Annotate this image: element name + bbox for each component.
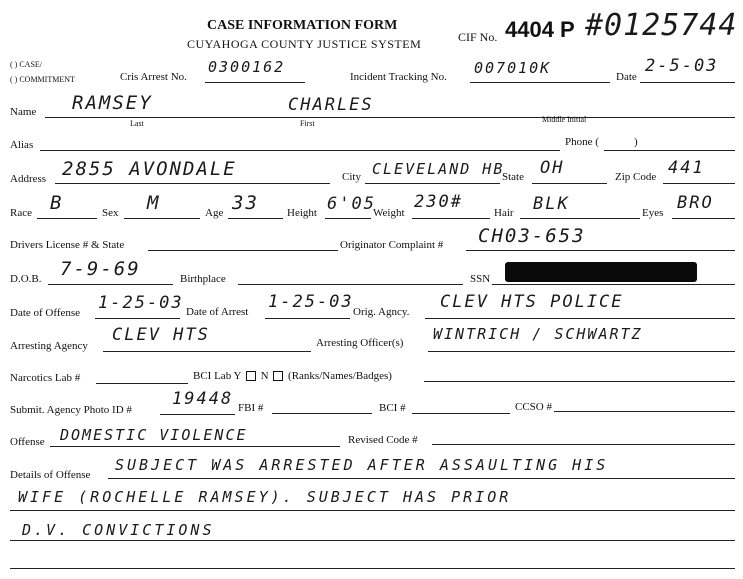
age-label: Age xyxy=(205,207,224,219)
arresting-officers-label: Arresting Officer(s) xyxy=(316,337,404,349)
originator-complaint-value: CH03-653 xyxy=(478,225,586,247)
ccso-label: CCSO # xyxy=(515,401,552,413)
phone-label: Phone ( xyxy=(565,136,599,148)
case-option: ( ) CASE/ xyxy=(10,60,42,69)
height-line xyxy=(325,218,371,219)
alias-line xyxy=(40,150,560,151)
weight-value: 230# xyxy=(414,192,463,212)
date-line xyxy=(640,82,735,83)
fbi-label: FBI # xyxy=(238,402,264,414)
zip-line xyxy=(663,183,735,184)
details-line-2: WIFE (ROCHELLE RAMSEY). SUBJECT HAS PRIOR xyxy=(18,488,512,506)
address-line xyxy=(55,183,330,184)
name-label: Name xyxy=(10,106,37,118)
last-sublabel: Last xyxy=(130,119,144,128)
date-of-arrest-label: Date of Arrest xyxy=(186,306,249,318)
city-label: City xyxy=(342,171,361,183)
age-line xyxy=(228,218,283,219)
date-value: 2-5-03 xyxy=(645,56,719,76)
offense-label: Offense xyxy=(10,436,45,448)
first-name-value: CHARLES xyxy=(288,95,374,115)
bci-lab-label: BCI Lab Y xyxy=(193,370,242,382)
first-sublabel: First xyxy=(300,119,315,128)
height-label: Height xyxy=(287,207,317,219)
date-of-offense-line xyxy=(95,318,180,319)
date-of-arrest-value: 1-25-03 xyxy=(268,292,354,312)
drivers-license-label: Drivers License # & State xyxy=(10,239,125,251)
date-of-offense-value: 1-25-03 xyxy=(98,293,184,313)
bci-lab-n-label: N xyxy=(260,370,269,382)
revised-code-line xyxy=(432,444,735,445)
city-value: CLEVELAND HB xyxy=(372,160,505,178)
form-subtitle: CUYAHOGA COUNTY JUSTICE SYSTEM xyxy=(187,37,422,51)
address-label: Address xyxy=(10,173,47,185)
sex-label: Sex xyxy=(102,207,119,219)
phone-line xyxy=(604,150,735,151)
sex-line xyxy=(124,218,200,219)
ssn-line xyxy=(492,284,735,285)
weight-line xyxy=(412,218,490,219)
details-rule-2 xyxy=(10,510,735,511)
birthplace-line xyxy=(238,284,463,285)
bci-label: BCI # xyxy=(379,402,406,414)
details-label: Details of Offense xyxy=(10,469,91,481)
phone-close: ) xyxy=(634,136,638,148)
dob-line xyxy=(48,284,173,285)
orig-agncy-line xyxy=(425,318,735,319)
details-rule-1 xyxy=(108,478,735,479)
alias-label: Alias xyxy=(10,139,34,151)
details-rule-3 xyxy=(10,540,735,541)
revised-code-label: Revised Code # xyxy=(348,434,418,446)
state-label: State xyxy=(502,171,524,183)
height-value: 6'05 xyxy=(327,194,376,214)
eyes-value: BRO xyxy=(677,193,714,213)
birthplace-label: Birthplace xyxy=(180,273,226,285)
details-line-3: D.V. CONVICTIONS xyxy=(22,521,215,539)
ccso-line xyxy=(554,411,735,412)
fbi-line xyxy=(272,413,372,414)
hair-label: Hair xyxy=(494,207,514,219)
arresting-agency-label: Arresting Agency xyxy=(10,340,88,352)
originator-complaint-label: Originator Complaint # xyxy=(340,239,444,251)
cris-arrest-line xyxy=(205,82,305,83)
photo-id-label: Submit. Agency Photo ID # xyxy=(10,404,132,416)
race-label: Race xyxy=(10,207,32,219)
orig-agncy-label: Orig. Agncy. xyxy=(353,306,410,318)
incident-tracking-line xyxy=(470,82,610,83)
name-line xyxy=(45,117,735,118)
narcotics-lab-line xyxy=(96,383,188,384)
commitment-option: ( ) COMMITMENT xyxy=(10,75,75,84)
offense-value: DOMESTIC VIOLENCE xyxy=(60,426,248,444)
race-value: B xyxy=(50,192,64,214)
narcotics-lab-label: Narcotics Lab # xyxy=(10,372,81,384)
hair-line xyxy=(520,218,640,219)
photo-id-value: 19448 xyxy=(172,389,234,409)
drivers-license-line xyxy=(148,250,338,251)
arresting-agency-line xyxy=(103,351,311,352)
eyes-line xyxy=(672,218,735,219)
details-rule-4 xyxy=(10,568,735,569)
photo-id-line xyxy=(160,414,235,415)
incident-tracking-value: 007010K xyxy=(474,59,552,77)
ssn-redaction xyxy=(505,262,697,282)
address-value: 2855 AVONDALE xyxy=(62,158,237,180)
weight-label: Weight xyxy=(373,207,405,219)
date-label: Date xyxy=(616,71,637,83)
bci-lab-yes-checkbox[interactable] xyxy=(246,371,256,381)
state-value: OH xyxy=(540,158,565,178)
arresting-officers-line xyxy=(428,351,735,352)
last-name-value: RAMSEY xyxy=(72,92,153,114)
state-line xyxy=(532,183,607,184)
dob-label: D.O.B. xyxy=(10,273,42,285)
offense-line xyxy=(50,446,340,447)
bci-line xyxy=(412,413,510,414)
ssn-label: SSN xyxy=(470,273,491,285)
form-title: CASE INFORMATION FORM xyxy=(207,18,398,33)
bci-lab-group xyxy=(193,370,392,382)
details-line-1: SUBJECT WAS ARRESTED AFTER ASSAULTING HIS xyxy=(115,456,609,474)
date-of-arrest-line xyxy=(265,318,350,319)
eyes-label: Eyes xyxy=(642,207,664,219)
cif-handwritten-number: #0125744 xyxy=(585,8,738,43)
originator-complaint-line xyxy=(466,250,735,251)
orig-agncy-value: CLEV HTS POLICE xyxy=(440,292,624,312)
ranks-label: (Ranks/Names/Badges) xyxy=(288,370,392,382)
date-of-offense-label: Date of Offense xyxy=(10,307,81,319)
cris-arrest-value: 0300162 xyxy=(208,58,286,76)
cris-arrest-label: Cris Arrest No. xyxy=(120,71,187,83)
zip-label: Zip Code xyxy=(615,171,657,183)
bci-lab-no-checkbox[interactable] xyxy=(273,371,283,381)
ranks-line xyxy=(424,381,735,382)
zip-value: 441 xyxy=(668,158,705,178)
cif-number: 4404 P xyxy=(505,17,575,42)
hair-value: BLK xyxy=(533,194,570,214)
arresting-officers-value: WINTRICH / SCHWARTZ xyxy=(433,325,643,343)
age-value: 33 xyxy=(232,192,259,214)
dob-value: 7-9-69 xyxy=(60,258,141,280)
arresting-agency-value: CLEV HTS xyxy=(112,325,210,345)
city-line xyxy=(365,183,500,184)
cif-label: CIF No. xyxy=(458,30,498,44)
sex-value: M xyxy=(147,192,161,214)
middle-initial-sublabel: Middle Initial xyxy=(542,115,587,124)
incident-tracking-label: Incident Tracking No. xyxy=(350,71,447,83)
race-line xyxy=(37,218,97,219)
